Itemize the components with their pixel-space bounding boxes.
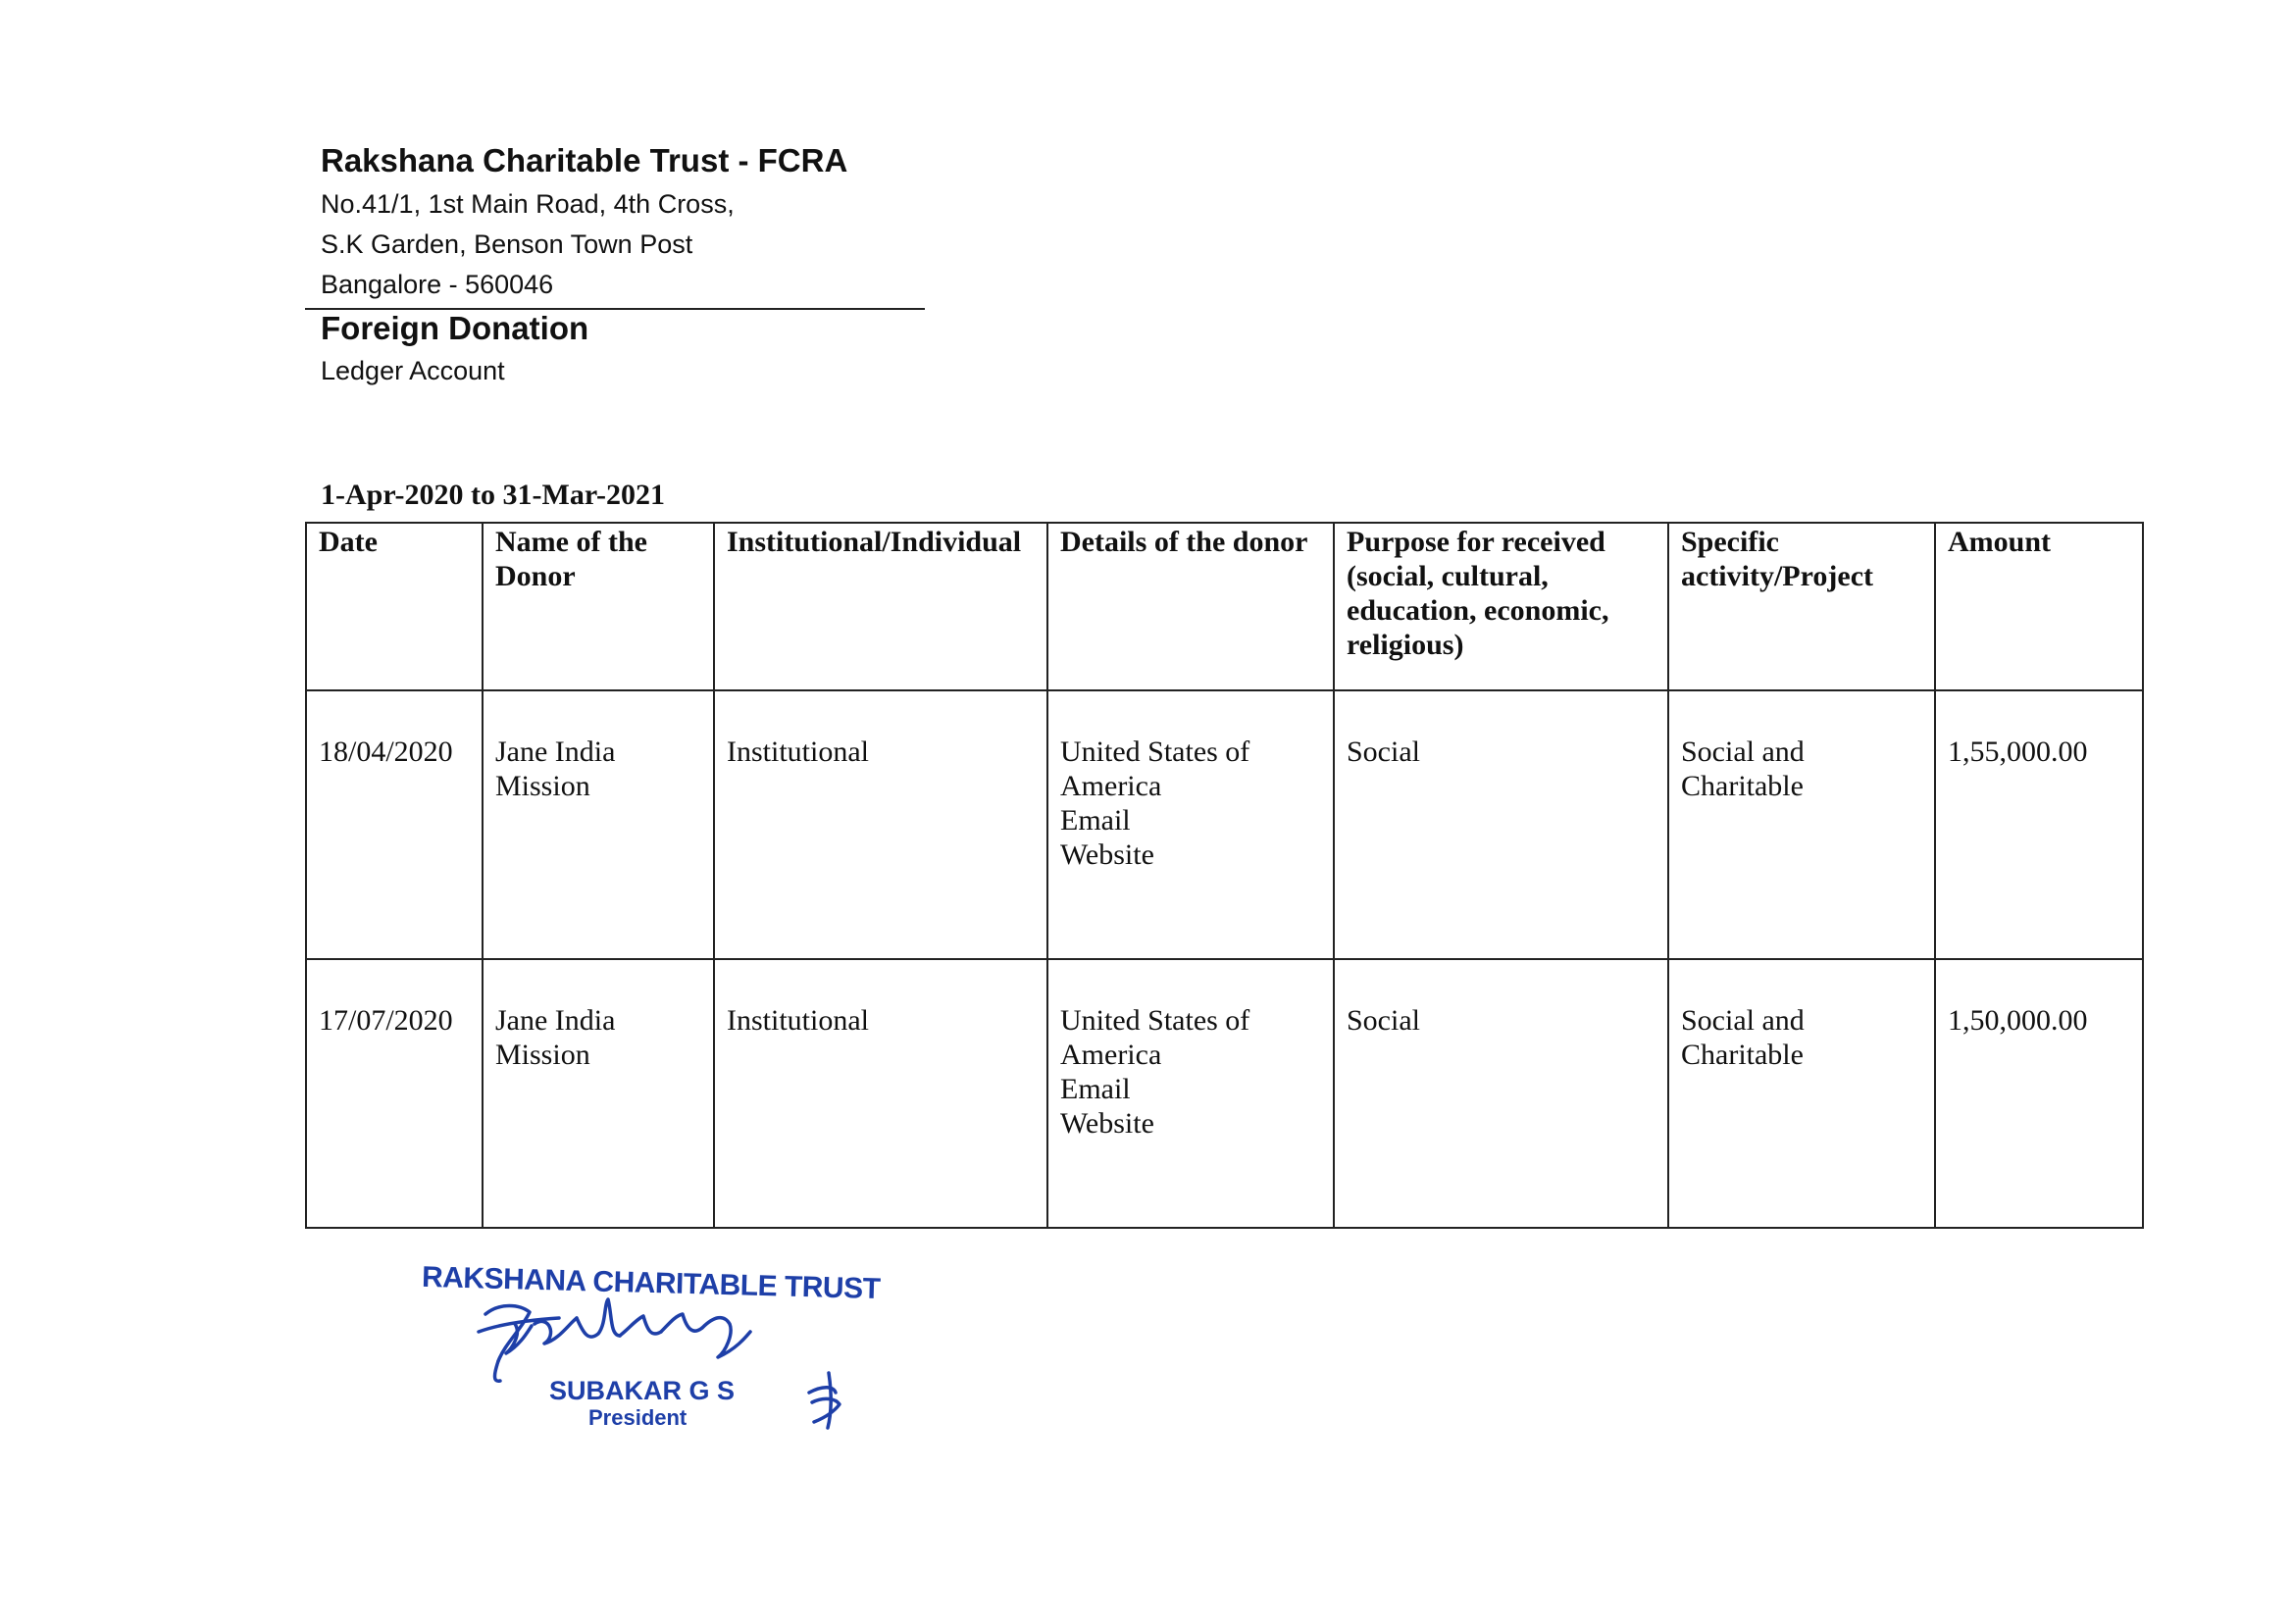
cell-donor-details — [1047, 959, 1334, 1228]
donor-email: Email — [1060, 804, 1131, 837]
ledger-title: Foreign Donation — [321, 310, 589, 346]
cell-date: 17/07/2020 — [306, 959, 483, 1228]
address-line-1: No.41/1, 1st Main Road, 4th Cross, — [321, 189, 735, 219]
address-line-2: S.K Garden, Benson Town Post — [321, 229, 693, 259]
table-row — [306, 959, 2143, 1228]
ledger-heading — [321, 306, 588, 390]
donor-email: Email — [1060, 1073, 1131, 1105]
stamp-designation: President — [588, 1405, 688, 1430]
cell-donor-type: Institutional — [714, 690, 1047, 959]
cell-date: 18/04/2020 — [306, 690, 483, 959]
cell-activity: Social and Charitable — [1668, 959, 1935, 1228]
stamp-organization: RAKSHANA CHARITABLE TRUST — [421, 1260, 881, 1306]
signature-stamp — [412, 1255, 902, 1432]
cell-donor-type: Institutional — [714, 959, 1047, 1228]
cell-donor-details — [1047, 690, 1334, 959]
donor-country: United States of America — [1060, 1004, 1250, 1071]
cell-donor-name: Jane India Mission — [483, 959, 714, 1228]
header-amount: Amount — [1935, 523, 2143, 690]
donor-website: Website — [1060, 1107, 1154, 1140]
header-donor-details: Details of the donor — [1047, 523, 1334, 690]
table-row — [306, 690, 2143, 959]
cell-purpose: Social — [1334, 690, 1668, 959]
donor-website: Website — [1060, 838, 1154, 871]
cell-activity: Social and Charitable — [1668, 690, 1935, 959]
address-line-3: Bangalore - 560046 — [321, 270, 554, 299]
header-donor-name: Name of the Donor — [483, 523, 714, 690]
donation-table — [305, 522, 2144, 1229]
cell-amount: 1,50,000.00 — [1935, 959, 2143, 1228]
ledger-subtitle: Ledger Account — [321, 356, 505, 385]
cell-donor-name: Jane India Mission — [483, 690, 714, 959]
organization-header — [321, 137, 847, 305]
cell-purpose: Social — [1334, 959, 1668, 1228]
header-activity: Specific activity/Project — [1668, 523, 1935, 690]
donor-country: United States of America — [1060, 736, 1250, 802]
table-header-row — [306, 523, 2143, 690]
ledger-period: 1-Apr-2020 to 31-Mar-2021 — [321, 479, 666, 511]
header-date: Date — [306, 523, 483, 690]
cell-amount: 1,55,000.00 — [1935, 690, 2143, 959]
header-purpose: Purpose for received (social, cultural, education, economic, religious) — [1334, 523, 1668, 690]
organization-name: Rakshana Charitable Trust - FCRA — [321, 142, 848, 178]
header-donor-type: Institutional/Individual — [714, 523, 1047, 690]
stamp-signatory: SUBAKAR G S — [549, 1376, 736, 1405]
